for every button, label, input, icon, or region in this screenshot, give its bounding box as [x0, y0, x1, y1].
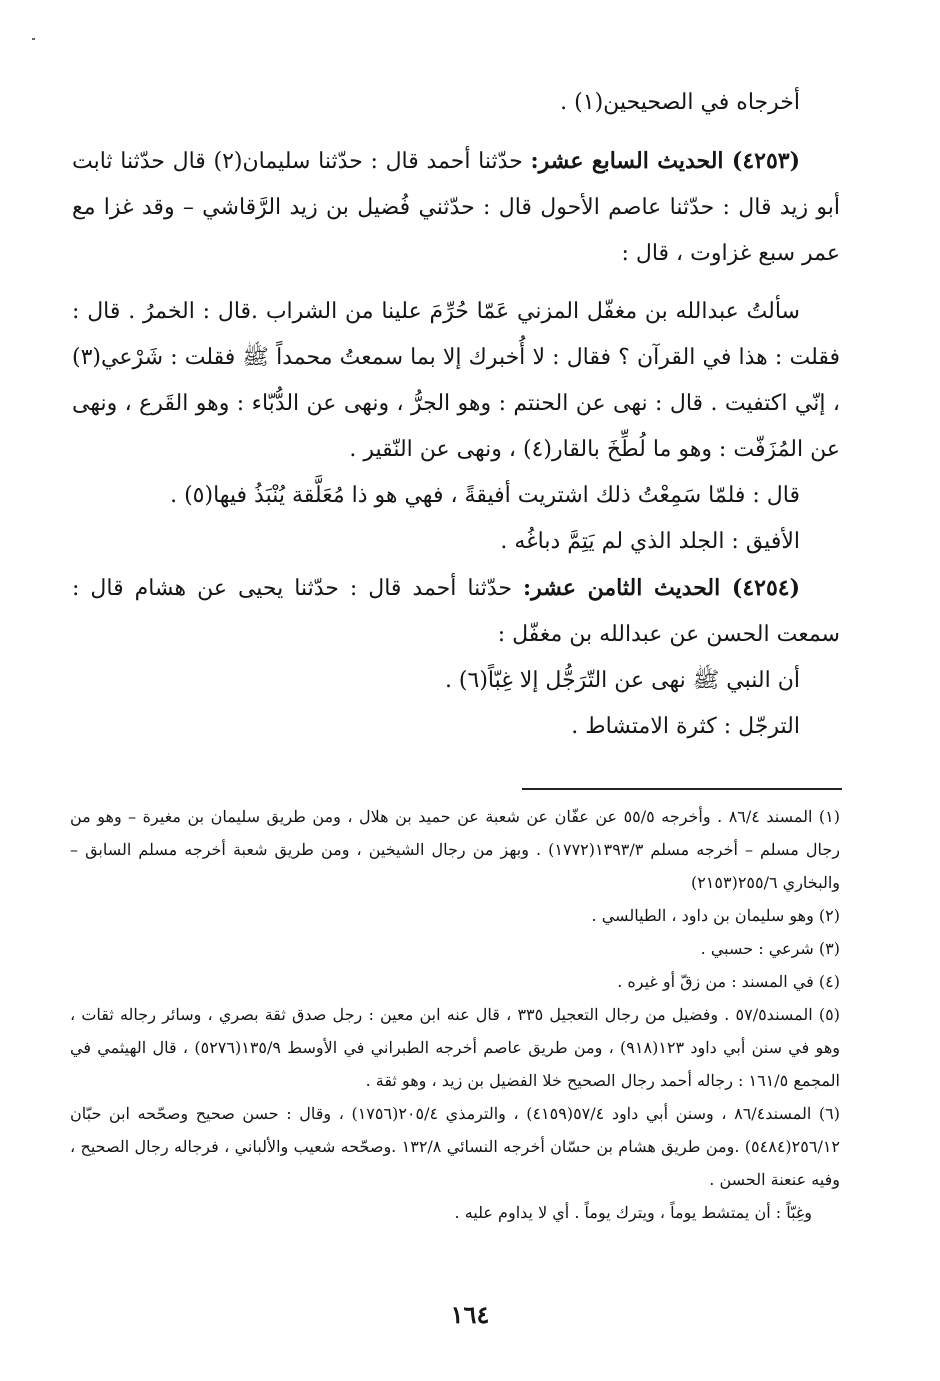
hadith-matn: سألتُ عبدالله بن مغفّل المزني عَمّا حُرِّمَ علينا من الشراب .قال : الخمرُ . قال : فقلت : هذا في القرآن ؟ فقال : لا أُخبرك إلا بما سمعتُ محمداً ﷺ فقلت : شَرْعي(٣) ، إنّي اكتفيت . قال : نهى عن الحنتم : وهو الجرُّ ، ونهى عن الدُّبّاء : وهو القَرع ، ونهى عن المُزَفّت : وهو ما لُطِّخَ بالقار(٤) ، ونهى عن النّقير .: [72, 299, 840, 462]
hadith-4253: [72, 138, 840, 277]
hadith-4254: [72, 565, 840, 658]
footnote-1: (١) المسند ٨٦/٤ . وأخرجه ٥٥/٥ عن عفّان عن شعبة عن حميد بن هلال ، ومن طريق سليمان بن مغيرة – وهو من رجال مسلم – أخرجه مسلم ١٣٩٣/٣(١٧٧٢) . وبهز من رجال الشيخين ، ومن طريق شعبة أخرجه مسلم السابق – والبخاري ٢٥٥/٦(٢١٥٣): [70, 807, 841, 892]
footnote-5: (٥) المسند٥٧/٥ . وفضيل من رجال التعجيل ٣٣٥ ، قال عنه ابن معين : رجل صدق ثقة بصري ، وسائر رجاله ثقات ، وهو في سنن أبي داود ١٢٣(٩١٨) ، ومن طريق عاصم أخرجه الطبراني في الأوسط ١٣٥/٩(٥٢٧٦) ، قال الهيثمي في المجمع ١٦١/٥ : رجاله أحمد رجال الصحيح خلا الفضيل بن زيد ، وهو ثقة .: [70, 1005, 840, 1090]
paragraph-takhrij: أخرجاه في الصحيحين(١) .: [560, 90, 800, 115]
hadith-heading: (٤٢٥٤) الحديث الثامن عشر:: [522, 575, 800, 601]
footnote-4: (٤) في المسند : من زقّ أو غيره .: [617, 972, 840, 991]
main-text: [72, 80, 840, 750]
footnote-separator: [522, 788, 842, 790]
hadith-isnad: حدّثنا أحمد قال : حدّثنا سليمان(٢) قال حدّثنا ثابت أبو زيد قال : حدّثنا عاصم الأحول قال : حدّثني فُضيل بن زيد الرَّقاشي – وقد غزا مع عمر سبع غزاوت ، قال :: [72, 149, 840, 266]
definition-tarajjul: الترجّل : كثرة الامتشاط .: [571, 714, 800, 739]
definition-afiq: الأفيق : الجلد الذي لم يَتِمَّ دباغُه .: [500, 529, 800, 554]
scan-speck: [32, 38, 35, 40]
footnote-6: (٦) المسند٨٦/٤ ، وسنن أبي داود ٥٧/٤(٤١٥٩) ، والترمذي ٢٠٥/٤(١٧٥٦) ، وقال : حسن صحيح وصحّحه ابن حبّان ٢٥٦/١٢(٥٤٨٤) .ومن طريق هشام بن حسّان أخرجه النسائي ١٣٢/٨ .وصحّحه شعيب والألباني ، فرجاله رجال الصحيح ، وفيه عنعنة الحسن .: [70, 1104, 841, 1189]
footnotes: [70, 800, 840, 1229]
hadith-heading: (٤٢٥٣) الحديث السابع عشر:: [530, 148, 800, 174]
footnote-2: (٢) وهو سليمان بن داود ، الطيالسي .: [591, 906, 840, 925]
footnote-3: (٣) شرعي : حسبي .: [700, 939, 840, 958]
page-number: ١٦٤: [450, 1300, 490, 1329]
paragraph-afiqa: قال : فلمّا سَمِعْتُ ذلك اشتريت أفيقةً ، فهي هو ذا مُعَلَّقة يُنْبَذُ فيها(٥) .: [170, 483, 800, 508]
hadith-matn: أن النبي ﷺ نهى عن التّرَجُّل إلا غِبّاً(٦) .: [444, 668, 800, 693]
footnote-6-note: وغِبّاً : أن يمتشط يوماً ، ويترك يوماً . أي لا يداوم عليه .: [454, 1203, 812, 1222]
hadith-isnad: حدّثنا أحمد قال : حدّثنا يحيى عن هشام قال : سمعت الحسن عن عبدالله بن مغفّل :: [72, 576, 840, 647]
